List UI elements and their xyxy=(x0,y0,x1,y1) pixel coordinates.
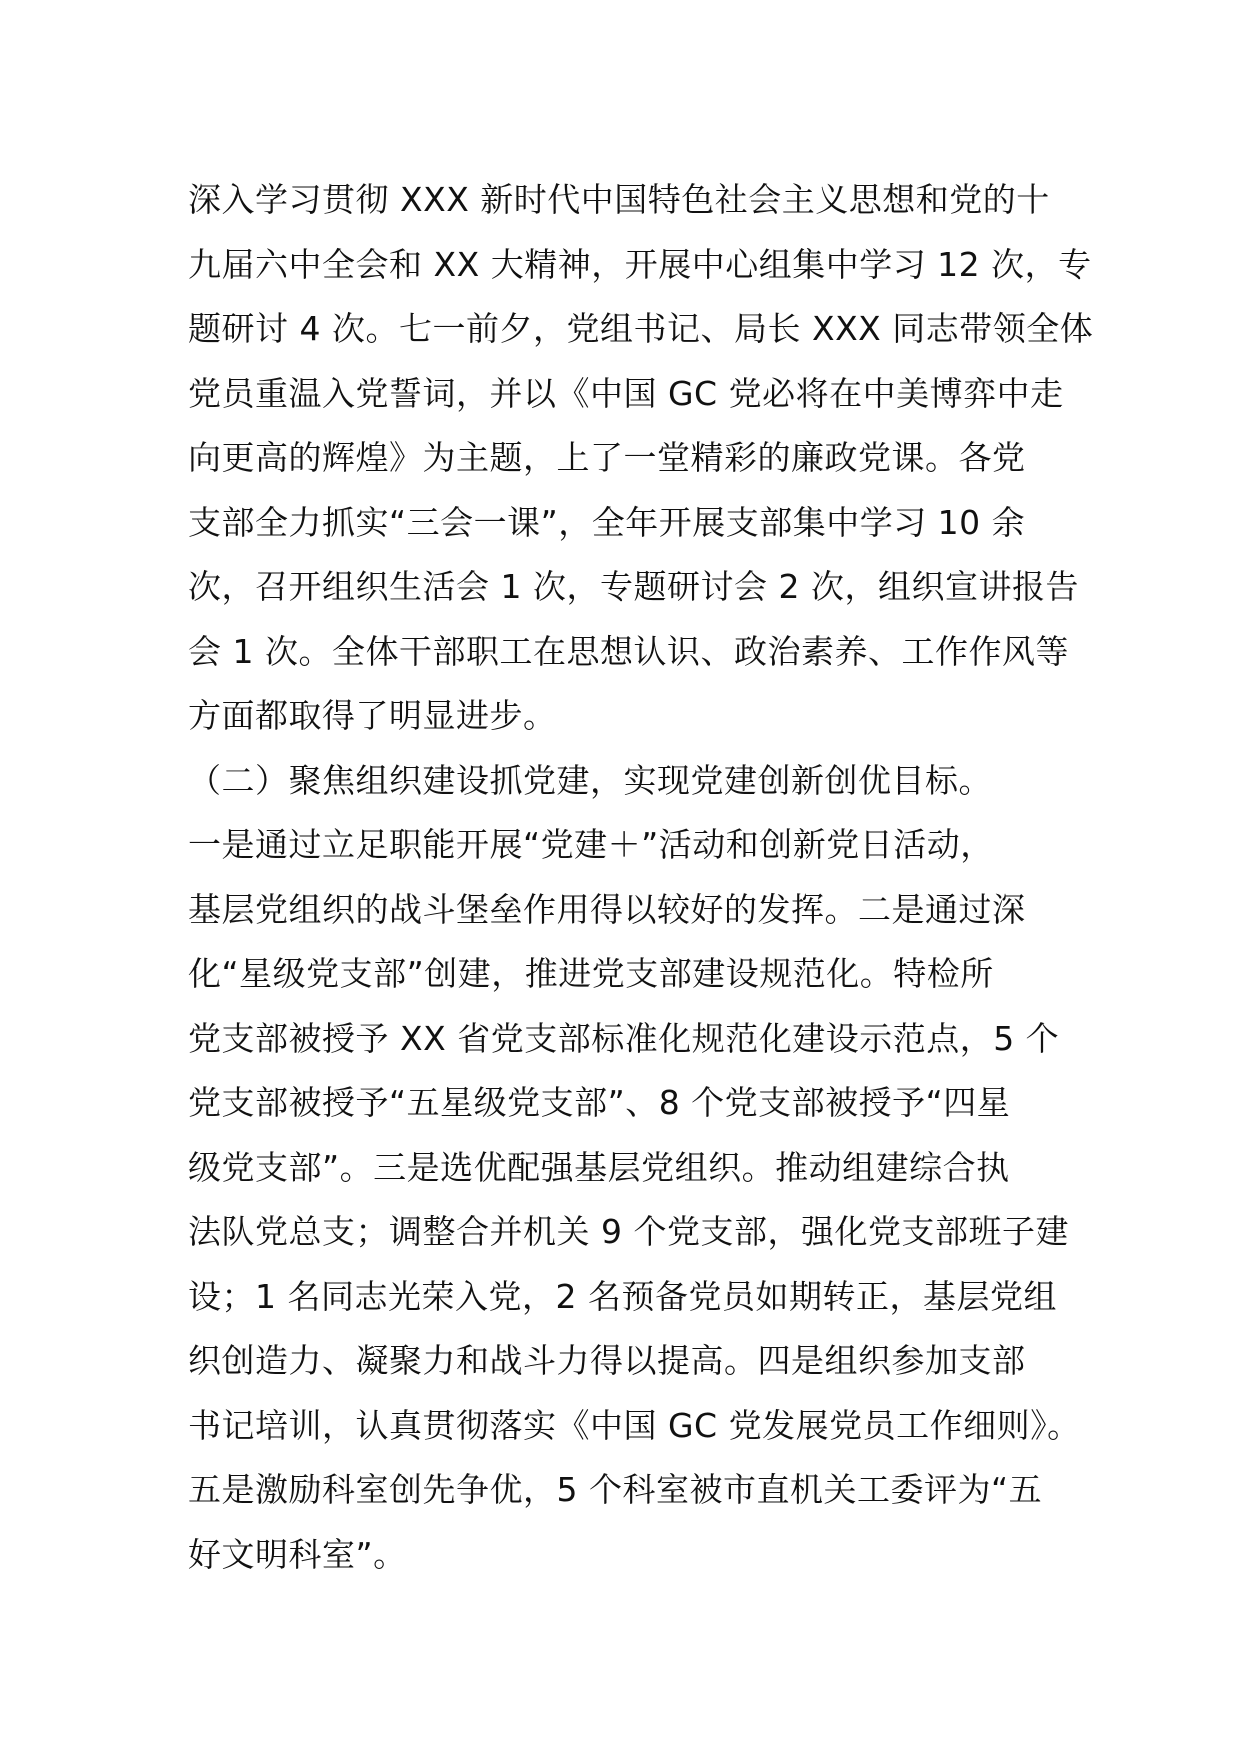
text-line: 题研讨 4 次。七一前夕，党组书记、局长 XXX 同志带领全体 xyxy=(188,309,1094,348)
document-body xyxy=(188,168,1094,1587)
text-line: 次，召开组织生活会 1 次，专题研讨会 2 次，组织宣讲报告 xyxy=(188,567,1079,606)
text-line: 基层党组织的战斗堡垒作用得以较好的发挥。二是通过深 xyxy=(188,889,1026,929)
text-line: 九届六中全会和 XX 大精神，开展中心组集中学习 12 次，专 xyxy=(188,244,1092,284)
text-line: 设；1 名同志光荣入党，2 名预备党员如期转正，基层党组 xyxy=(188,1276,1057,1316)
text-line: 党员重温入党誓词，并以《中国 GC 党必将在中美博弈中走 xyxy=(188,373,1064,413)
text-line: 党支部被授予“五星级党支部”、8 个党支部被授予“四星 xyxy=(188,1083,1011,1122)
section-heading: （二）聚焦组织建设抓党建，实现党建创新创优目标。 xyxy=(188,760,992,800)
text-line: 化“星级党支部”创建，推进党支部建设规范化。特检所 xyxy=(188,954,994,993)
text-line: 向更高的辉煌》为主题，上了一堂精彩的廉政党课。各党 xyxy=(188,438,1026,477)
text-line: 深入学习贯彻 XXX 新时代中国特色社会主义思想和党的十 xyxy=(188,180,1050,219)
text-line: 方面都取得了明显进步。 xyxy=(188,696,557,735)
text-line: 会 1 次。全体干部职工在思想认识、政治素养、工作作风等 xyxy=(188,631,1069,671)
text-line: 级党支部”。三是选优配强基层党组织。推动组建综合执 xyxy=(188,1147,1010,1187)
text-line: 支部全力抓实“三会一课”，全年开展支部集中学习 10 余 xyxy=(188,502,1026,542)
text-line: 法队党总支；调整合并机关 9 个党支部，强化党支部班子建 xyxy=(188,1212,1069,1251)
text-line: 一是通过立足职能开展“党建＋”活动和创新党日活动， xyxy=(188,825,994,864)
text-line: 好文明科室”。 xyxy=(188,1534,407,1574)
text-line: 织创造力、凝聚力和战斗力得以提高。四是组织参加支部 xyxy=(188,1341,1026,1380)
text-line: 党支部被授予 XX 省党支部标准化规范化建设示范点，5 个 xyxy=(188,1018,1060,1058)
text-line: 五是激励科室创先争优，5 个科室被市直机关工委评为“五 xyxy=(188,1470,1043,1509)
text-line: 书记培训，认真贯彻落实《中国 GC 党发展党员工作细则》。 xyxy=(188,1405,1081,1445)
